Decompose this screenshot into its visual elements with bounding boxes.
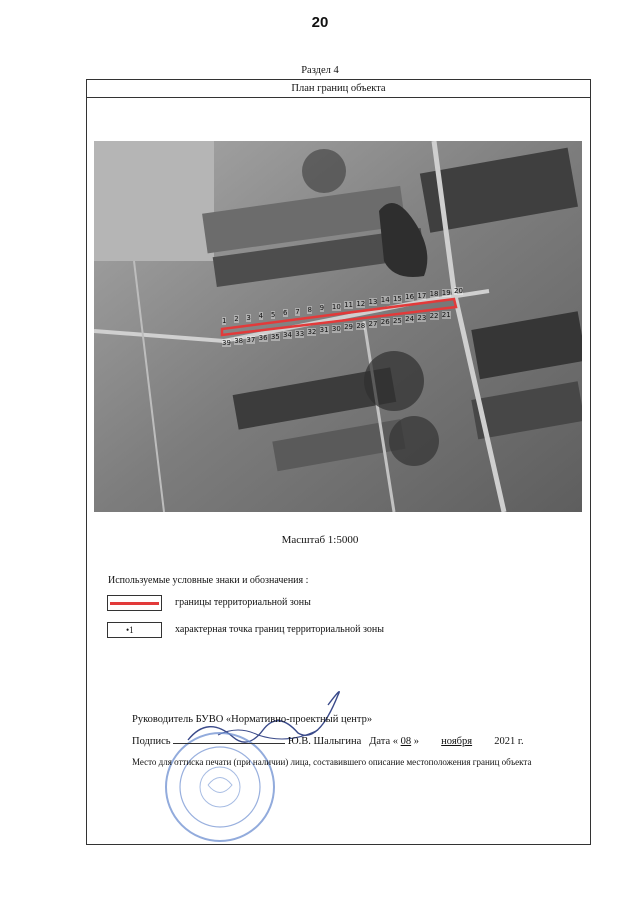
boundary-point-label: 11 — [344, 301, 354, 310]
signature-line — [132, 736, 524, 747]
boundary-point-label: 20 — [454, 287, 463, 295]
date-day-close: » — [413, 736, 420, 747]
boundary-point-label: 22 — [429, 312, 439, 321]
boundary-point-label: 36 — [258, 334, 268, 343]
stamp-seal — [163, 730, 278, 845]
section-label: Раздел 4 — [301, 65, 339, 76]
boundary-point-label: 33 — [295, 329, 305, 338]
date-year: 2021 г. — [494, 736, 524, 747]
boundary-point-label: 29 — [344, 323, 354, 332]
legend-title: Используемые условные знаки и обозначения : — [108, 575, 309, 586]
boundary-point-label: 27 — [368, 320, 378, 329]
boundary-point-label: 13 — [368, 298, 378, 307]
date-day: 08 — [400, 736, 412, 747]
boundary-point-label: 3 — [246, 313, 251, 322]
boundary-point-label: 8 — [307, 305, 312, 314]
boundary-point-label: 37 — [246, 335, 256, 344]
boundary-point-label: 30 — [331, 324, 341, 333]
boundary-point-label: 23 — [417, 313, 427, 322]
date-label: Дата « — [369, 736, 399, 747]
boundary-point-label: 16 — [405, 293, 415, 302]
legend-point-label: характерная точка границ территориальной зоны — [175, 624, 384, 635]
legend-red-line-symbol — [107, 595, 162, 611]
boundary-point-label: 6 — [283, 309, 288, 318]
boundary-point-label: 5 — [270, 310, 276, 319]
signer-name: Ю.В. Шалыгина — [287, 736, 362, 747]
boundary-point-label: 9 — [319, 304, 325, 313]
boundary-point-label: 18 — [429, 290, 439, 299]
boundary-point-label: 10 — [331, 302, 341, 311]
boundary-point-label: 38 — [234, 337, 244, 346]
frame-title: План границ объекта — [87, 80, 590, 98]
boundary-point-label: 34 — [283, 331, 292, 340]
map-scale: Масштаб 1:5000 — [281, 534, 359, 546]
boundary-point-label: 39 — [222, 339, 231, 347]
boundary-point-label: 17 — [417, 291, 427, 300]
boundary-point-label: 25 — [392, 316, 402, 325]
page-number: 20 — [311, 14, 329, 31]
date-month: ноября — [441, 736, 473, 747]
boundary-point-label: 35 — [270, 332, 280, 341]
boundary-point-label: 2 — [234, 315, 239, 324]
legend-line-label: границы территориальной зоны — [175, 597, 311, 608]
boundary-point-label: 24 — [405, 315, 415, 324]
boundary-point-label: 28 — [356, 321, 366, 330]
sign-label: Подпись — [132, 736, 171, 747]
head-line: Руководитель БУВО «Нормативно-проектный центр» — [132, 714, 373, 725]
aerial-map — [94, 141, 582, 512]
boundary-point-label: 15 — [392, 294, 402, 303]
boundary-point-label: 1 — [222, 317, 227, 325]
boundary-point-label: 19 — [441, 288, 451, 297]
boundary-point-label: 26 — [380, 318, 390, 327]
boundary-point-label: 31 — [319, 326, 329, 335]
legend-point-symbol: •1 — [107, 622, 162, 638]
stamp-note: Место для оттиска печати (при наличии) лица, составившего описание местоположения границ объекта — [132, 757, 532, 767]
boundary-point-label: 4 — [258, 312, 264, 321]
boundary-point-label: 21 — [441, 310, 451, 319]
boundary-point-label: 32 — [307, 327, 317, 336]
boundary-point-label: 7 — [295, 307, 300, 316]
boundary-point-label: 14 — [380, 296, 390, 305]
boundary-point-label: 12 — [356, 299, 366, 308]
